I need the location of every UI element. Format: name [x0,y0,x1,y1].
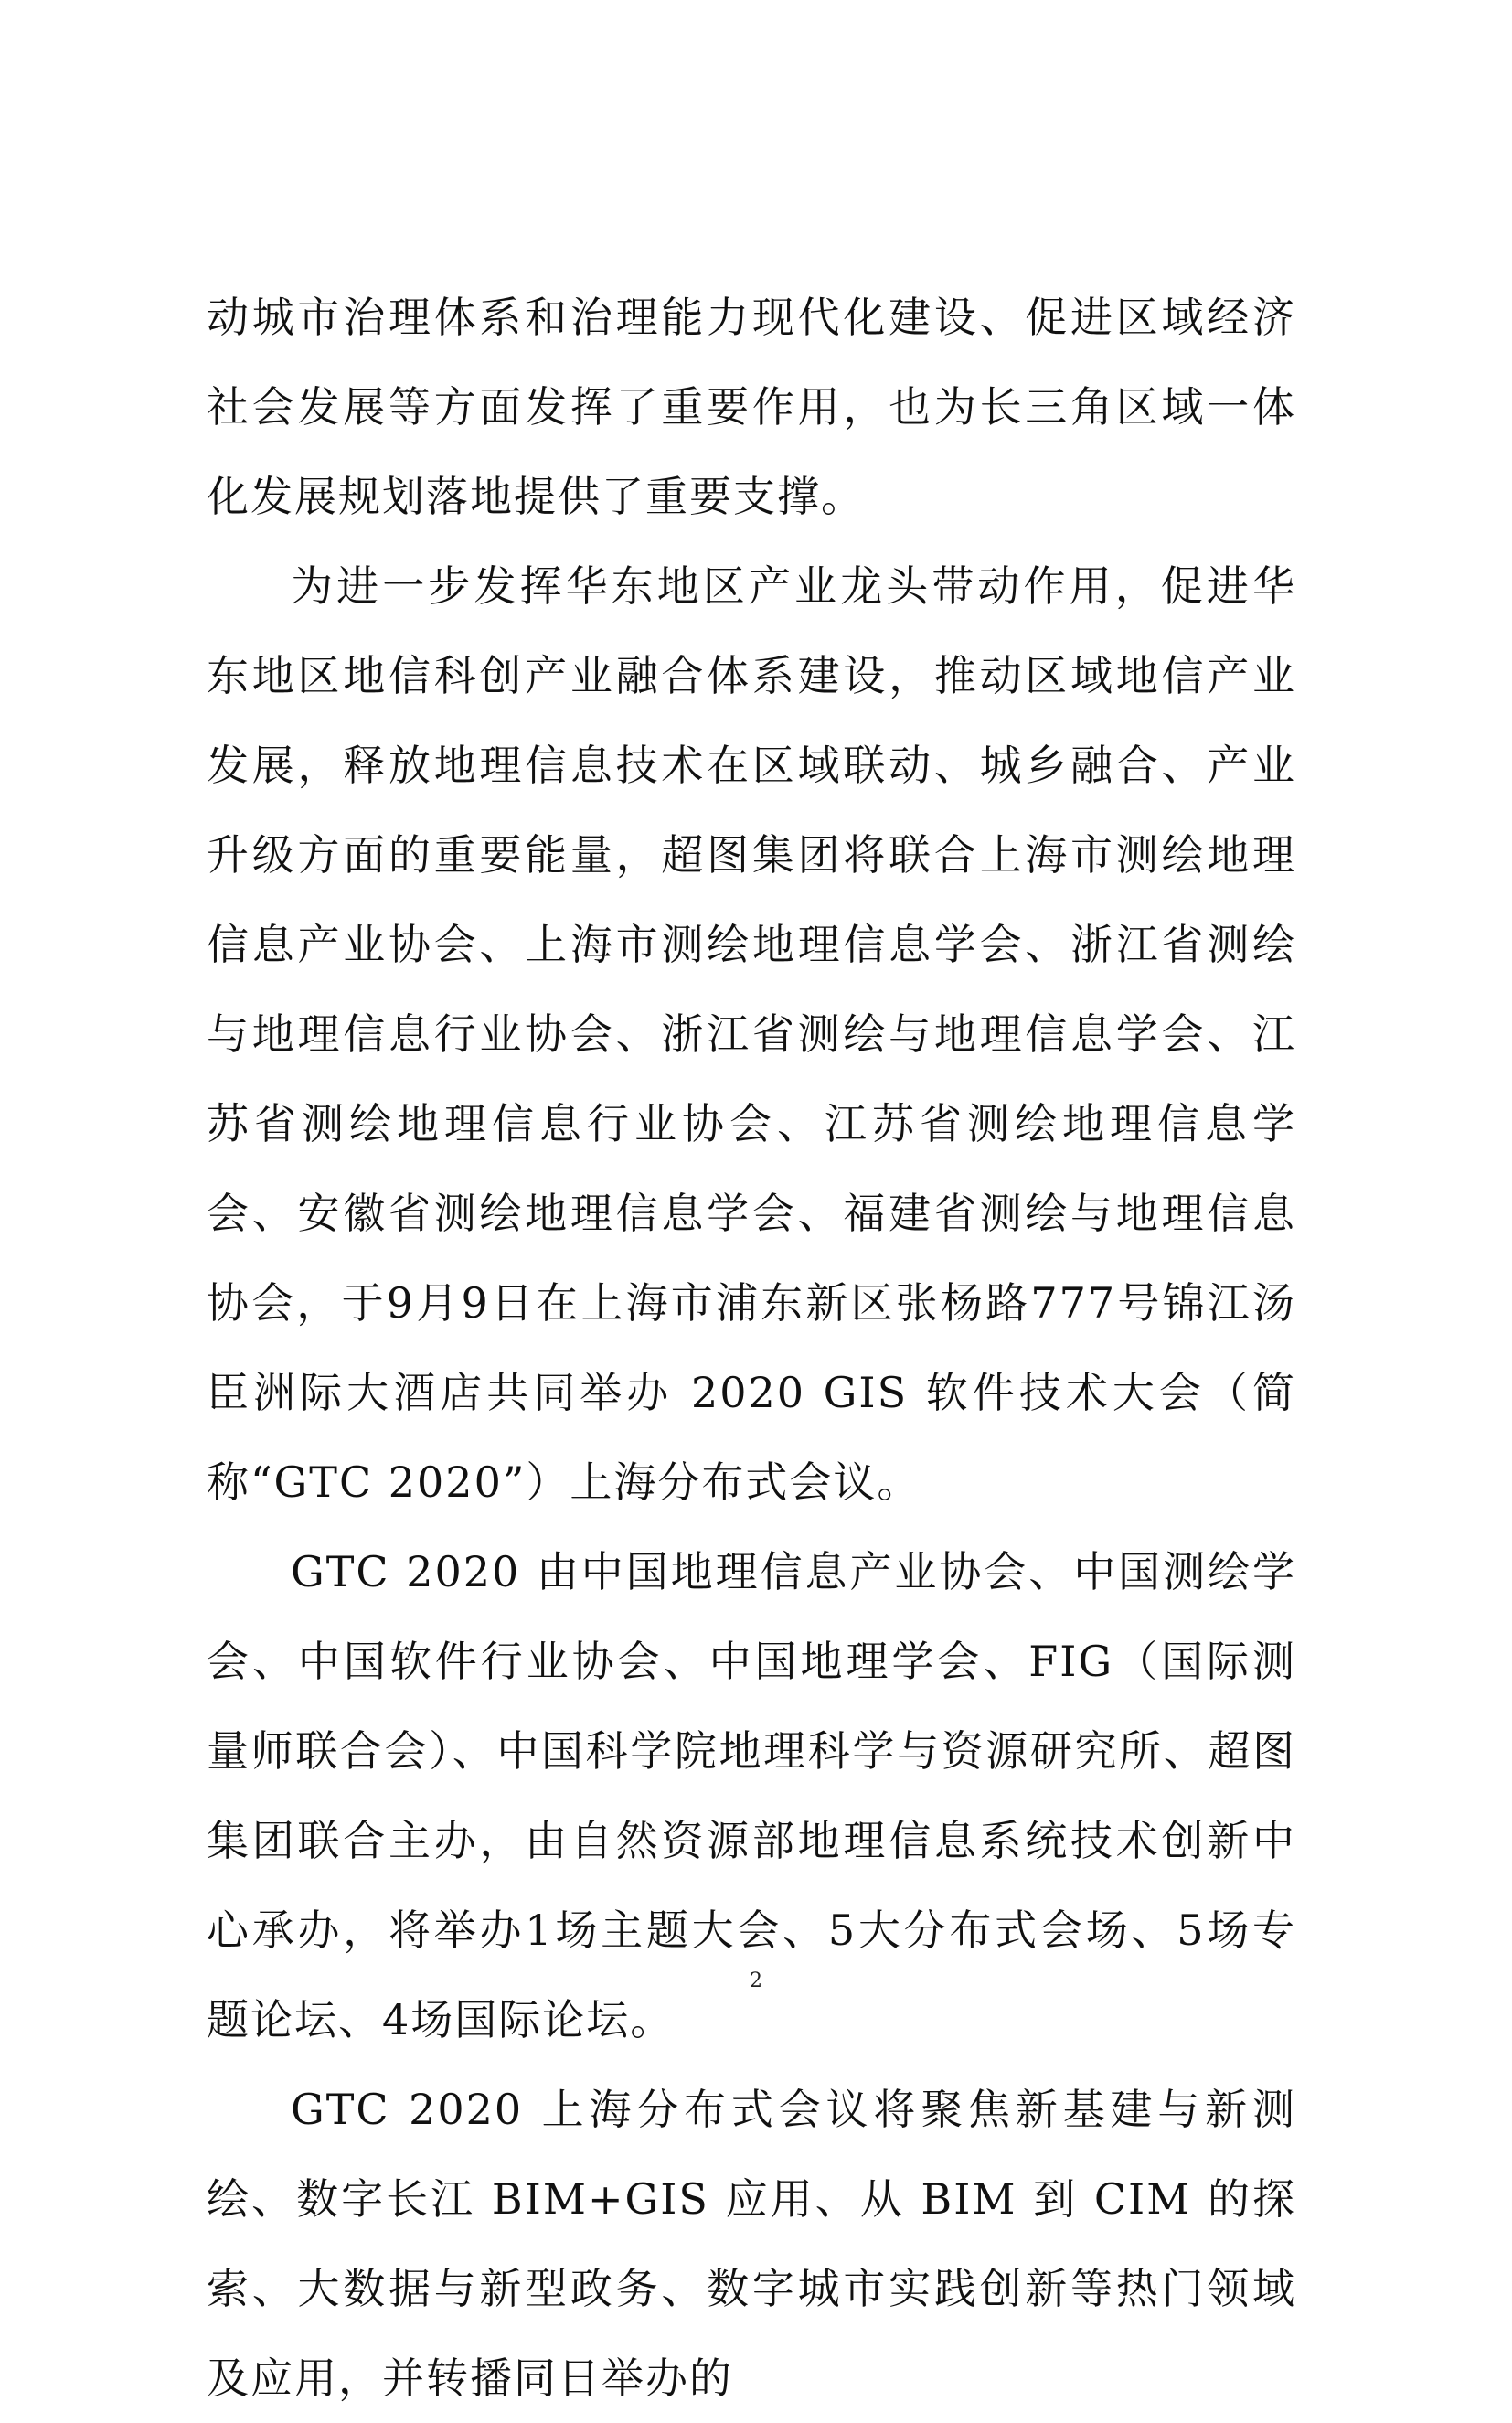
paragraph-organizers: GTC 2020 由中国地理信息产业协会、中国测绘学会、中国软件行业协会、中国地理学会、FIG（国际测量师联合会）、中国科学院地理科学与资源研究所、超图集团联合主办，由自然资源部地理信息系统技术创新中心承办，将举办1场主题大会、5大分布式会场、5场专题论坛、4场国际论坛。 [207,1547,1296,2044]
page-number: 2 [750,1969,762,1992]
document-body [207,272,1296,2423]
paragraph-event-announcement: 为进一步发挥华东地区产业龙头带动作用，促进华东地区地信科创产业融合体系建设，推动区域地信产业发展，释放地理信息技术在区域联动、城乡融合、产业升级方面的重要能量，超图集团将联合上海市测绘地理信息产业协会、上海市测绘地理信息学会、浙江省测绘与地理信息行业协会、浙江省测绘与地理信息学会、江苏省测绘地理信息行业协会、江苏省测绘地理信息学会、安徽省测绘地理信息学会、福建省测绘与地理信息协会，于9月9日在上海市浦东新区张杨路777号锦江汤臣洲际大酒店共同举办 2020 GIS 软件技术大会（简称“GTC 2020”）上海分布式会议。 [207,561,1296,1507]
paragraph-continued: 动城市治理体系和治理能力现代化建设、促进区域经济社会发展等方面发挥了重要作用，也为长三角区域一体化发展规划落地提供了重要支撑。 [207,293,1296,521]
paragraph-topics: GTC 2020 上海分布式会议将聚焦新基建与新测绘、数字长江 BIM+GIS 应用、从 BIM 到 CIM 的探索、大数据与新型政务、数字城市实践创新等热门领域及应用，并转播同日举办的 [207,2085,1296,2403]
